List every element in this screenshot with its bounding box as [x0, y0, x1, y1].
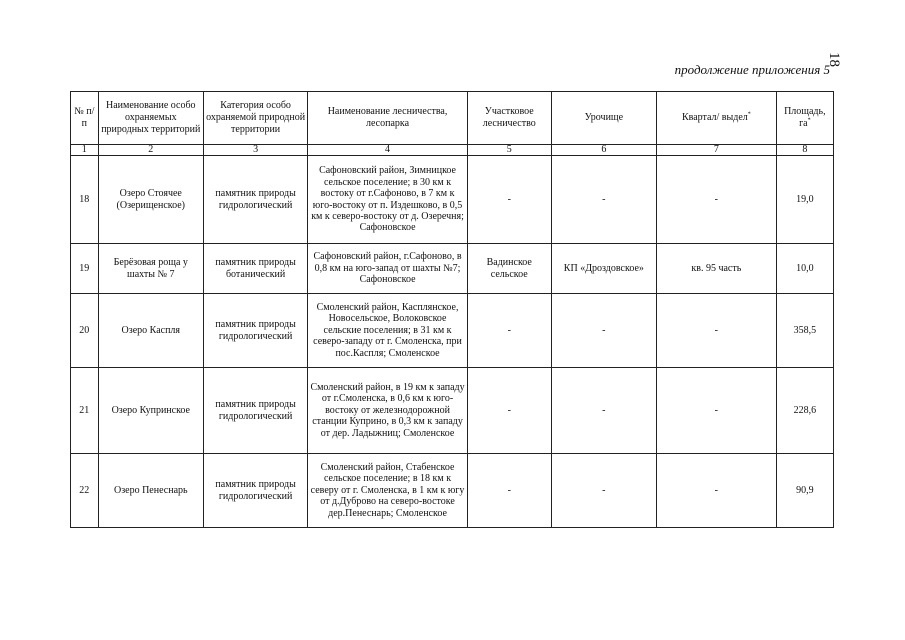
forestry-location: Сафоновский район, г.Сафоново, в 0,8 км на юго-запад от шахты №7; Сафоновское: [308, 244, 468, 294]
tract: КП «Дроздовское»: [551, 244, 656, 294]
column-number: 4: [308, 145, 468, 156]
table-row: [71, 156, 834, 244]
forestry-location: Сафоновский район, Зимницкое сельское поселение; в 30 км к востоку от г.Сафоново, в 7 км к юго-востоку от п. Издешково, в 0,5 км к северо-востоку от д. Озеречня; Сафоновское: [308, 156, 468, 244]
district-forestry: -: [467, 294, 551, 368]
column-number: 2: [98, 145, 203, 156]
area-name: Озеро Стоячее (Озерищенское): [98, 156, 203, 244]
tract: -: [551, 454, 656, 528]
forestry-location: Смоленский район, Касплянское, Новосельское, Волоковское сельские поселения; в 31 км к северо-западу от г. Смоленска, при пос.Каспля; Смоленское: [308, 294, 468, 368]
header-quarter-cell: [657, 92, 777, 145]
quarter: -: [657, 156, 777, 244]
area-category: памятник природы ботанический: [203, 244, 307, 294]
header-forestry: Наименование лесничества, лесопарка: [308, 92, 468, 145]
quarter: -: [657, 294, 777, 368]
column-number: 3: [203, 145, 307, 156]
header-district: Участковое лесничество: [467, 92, 551, 145]
row-number: 19: [71, 244, 99, 294]
table-row: [71, 368, 834, 454]
header-name: Наименование особо охраняемых природных территорий: [98, 92, 203, 145]
area-value: 90,9: [776, 454, 833, 528]
header-category: Категория особо охраняемой природной территории: [203, 92, 307, 145]
area-name: Озеро Пенеснарь: [98, 454, 203, 528]
column-number-row: [71, 145, 834, 156]
area-value: 10,0: [776, 244, 833, 294]
area-value: 358,5: [776, 294, 833, 368]
forestry-location: Смоленский район, Стабенское сельское поселение; в 18 км к северу от г. Смоленска, в 1 км к югу от д.Дуброво на северо-востоке дер.Пенеснарь; Смоленское: [308, 454, 468, 528]
area-category: памятник природы гидрологический: [203, 454, 307, 528]
header-area: Площадь, га: [784, 106, 826, 129]
row-number: 20: [71, 294, 99, 368]
district-forestry: -: [467, 156, 551, 244]
district-forestry: -: [467, 454, 551, 528]
district-forestry: Вадинское сельское: [467, 244, 551, 294]
quarter: кв. 95 часть: [657, 244, 777, 294]
protected-areas-table: [70, 91, 834, 528]
row-number: 18: [71, 156, 99, 244]
area-name: Озеро Купринское: [98, 368, 203, 454]
quarter: -: [657, 368, 777, 454]
area-category: памятник природы гидрологический: [203, 294, 307, 368]
header-tract: Урочище: [551, 92, 656, 145]
row-number: 22: [71, 454, 99, 528]
table-row: [71, 454, 834, 528]
area-category: памятник природы гидрологический: [203, 156, 307, 244]
column-number: 8: [776, 145, 833, 156]
row-number: 21: [71, 368, 99, 454]
header-area-mark: *: [807, 117, 811, 124]
area-category: памятник природы гидрологический: [203, 368, 307, 454]
column-number: 7: [657, 145, 777, 156]
column-number: 5: [467, 145, 551, 156]
header-quarter: Квартал/ выдел: [681, 112, 748, 124]
header-quarter-mark: *: [747, 111, 751, 118]
column-number: 1: [71, 145, 99, 156]
header-row: [71, 92, 834, 145]
tract: -: [551, 156, 656, 244]
table-row: [71, 244, 834, 294]
district-forestry: -: [467, 368, 551, 454]
header-no: № п/п: [71, 92, 99, 145]
tract: -: [551, 368, 656, 454]
quarter: -: [657, 454, 777, 528]
area-value: 19,0: [776, 156, 833, 244]
forestry-location: Смоленский район, в 19 км к западу от г.Смоленска, в 0,6 км к юго-востоку от железнодорожной станции Куприно, в 0,3 км к западу от дер. Ладыжниц; Смоленское: [308, 368, 468, 454]
header-area-cell: [776, 92, 833, 145]
area-name: Берёзовая роща у шахты № 7: [98, 244, 203, 294]
page-number: 18: [826, 52, 842, 67]
area-value: 228,6: [776, 368, 833, 454]
column-number: 6: [551, 145, 656, 156]
tract: -: [551, 294, 656, 368]
continuation-title: продолжение приложения 5: [674, 62, 830, 77]
table-row: [71, 294, 834, 368]
area-name: Озеро Каспля: [98, 294, 203, 368]
